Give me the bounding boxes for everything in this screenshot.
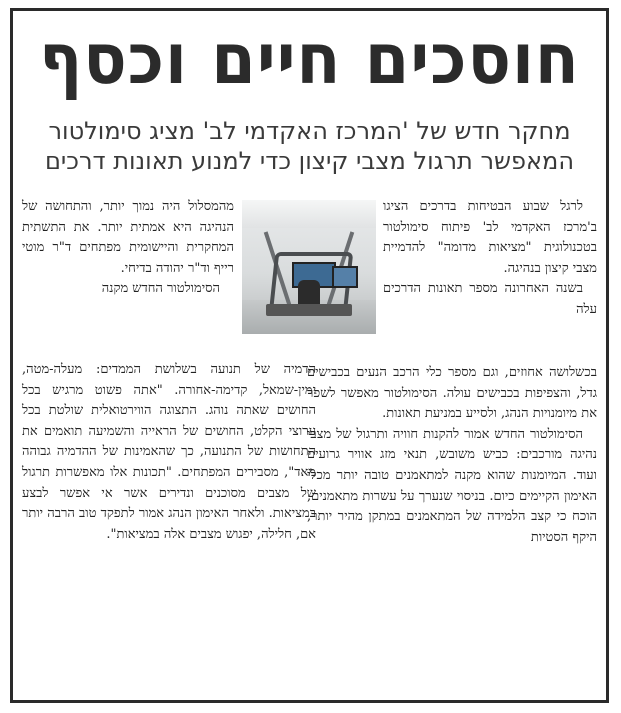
subheadline [22,116,597,176]
frame-top [10,8,609,11]
paragraph: הסימולטור החדש מקנה [101,281,220,297]
photo-ceiling [242,200,376,228]
subheadline-line-1: מחקר חדש של 'המרכז האקדמי לב' מציג סימולטור [48,117,571,145]
paragraph: לרגל שבוע הבטיחות בדרכים הציגו ב'מרכז האקדמי לב' פיתוח סימולטור בטכנולוגית "מציאות מדומה" להדמיית מצבי קיצון בנהיגה. [383,199,597,276]
column-left [22,197,234,300]
column-left-lower [22,360,316,545]
frame-left [10,8,13,701]
paragraph: מהמסלול היה נמוך יותר, והתחושה של הנהיגה היא אמתית יותר. את התשתית המחקרית והיישומית מפתחים ד"ר מוטי רייף וד"ר יהודה בדיחי. [22,199,234,276]
paragraph: בכשלושה אחוזים, וגם מספר כלי הרכב הנעים בכבישים גדל, והצפיפות בכבישים עולה. הסימולטור מאפשר לשפר את מיומנויות הנהג, ולסייע במניעת תאונות. [307,365,597,422]
subheadline-line-2: המאפשר תרגול מצבי קיצון כדי למנוע תאונות דרכים [44,147,575,175]
paragraph: הדמיה של תנועה בשלושת הממדים: מעלה-מטה, ימין-שמאל, קדימה-אחורה. "אתה פשוט מרגיש בכל החושים שאתה נוהג. התצוגה הווירטואלית שולטת בכל ערוצי הקלט, החושים של הראייה והשמיעה תואמים את התחושות של התנועה, כך שהאמינות של ההדמיה גבוהה מאד", מסבירים המפתחים. "תכונות אלו מאפשרות תרגול של מצבים מסוכנים ונדירים אשר אי אפשר לבצע במציאות. ולאחר האימון הנהג אמור לתפקד טוב הרבה יותר אם, חלילה, יפגוש מצבים אלה במציאות". [22,362,316,542]
paragraph: הסימולטור החדש אמור להקנות חוויה ותרגול של מצבי נהיגה מורכבים: כביש משובש, תנאי מזג אוויר גרועים ועוד. המיומנות שהוא מקנה למתאמנים טובה יותר מכלי האימון הקיימים כיום. בניסוי שנערך על עשרות מתאמנים, הוכח כי קצב הלמידה של המתאמנים במתקן מהיר יותר, היקף הסטיות [307,426,597,545]
frame-bottom [10,700,609,703]
simulator-base [266,304,352,316]
paragraph: בשנה האחרונה מספר תאונות הדרכים עלה [383,281,597,317]
headline: חוסכים חיים וכסף [39,19,580,101]
column-right-lower [307,363,597,548]
simulator-screen [332,266,358,288]
simulator-photo [242,200,376,334]
frame-right [606,8,609,701]
column-right [383,197,597,321]
